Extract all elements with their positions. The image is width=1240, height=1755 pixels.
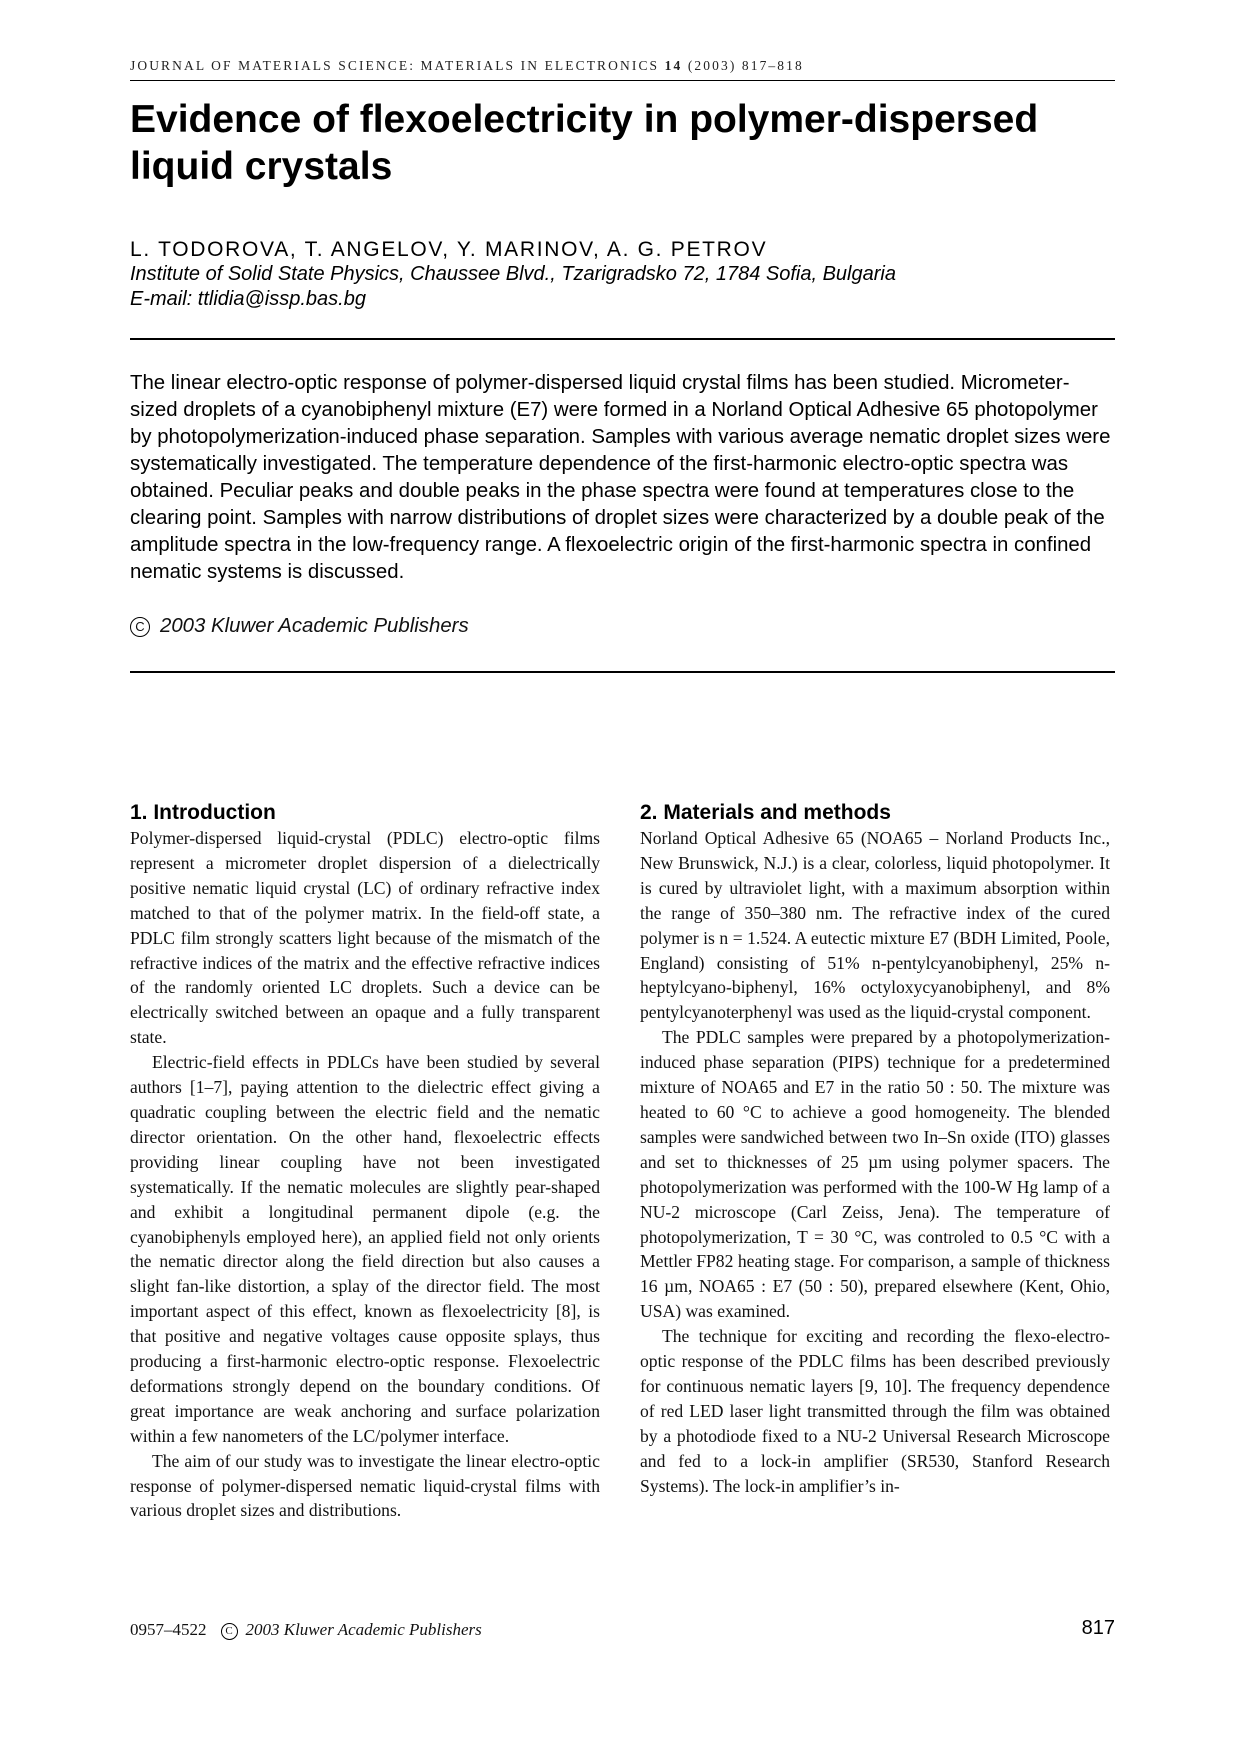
page-number: 817 xyxy=(1081,1617,1115,1639)
section-heading: 1. Introduction xyxy=(130,801,276,824)
affiliation-block xyxy=(130,262,1115,312)
section-paragraph: The aim of our study was to investigate the linear electro-optic response of polymer-dispersed nematic liquid-crystal films with various droplet sizes and distributions. xyxy=(130,1450,600,1521)
affiliation: Institute of Solid State Physics, Chaussee Blvd., Tzarigradsko 72, 1784 Sofia, Bulgaria xyxy=(130,263,896,285)
section-paragraph: Norland Optical Adhesive 65 (NOA65 – Norland Products Inc., New Brunswick, N.J.) is a clear, colorless, liquid photopolymer. It is cured by ultraviolet light, with a maximum absorption within the range of 350–380 nm. The refractive index of the cured polymer is n = 1.524. A eutectic mixture E7 (BDH Limited, Poole, England) consisting of 51% n-pentylcyanobiphenyl, 25% n-heptylcyano-biphenyl, 16% octyloxycyanobiphenyl, and 8% pentylcyanoterphenyl was used as the liquid-crystal component. xyxy=(640,828,1110,1023)
section-introduction xyxy=(130,800,600,1523)
copyright-icon: C xyxy=(221,1623,238,1640)
abstract-copyright-text: 2003 Kluwer Academic Publishers xyxy=(160,615,469,637)
author-list: L. TODOROVA, T. ANGELOV, Y. MARINOV, A. G. PETROV xyxy=(130,238,768,261)
journal-issue-pages: (2003) 817–818 xyxy=(682,58,804,73)
abstract-copyright xyxy=(130,613,1115,640)
footer-copyright: 2003 Kluwer Academic Publishers xyxy=(245,1620,482,1639)
abstract-bottom-rule xyxy=(130,671,1115,673)
journal-name: JOURNAL OF MATERIALS SCIENCE: MATERIALS IN ELECTRONICS xyxy=(130,58,665,73)
section-paragraph: The technique for exciting and recording the flexo-electro-optic response of the PDLC films has been described previously for continuous nematic layers [9, 10]. The frequency dependence of red LED laser light transmitted through the film was obtained by a photodiode fixed to a NU-2 Universal Research Microscope and fed to a lock-in amplifier (SR530, Stanford Research Systems). The lock-in amplifier’s in- xyxy=(640,1326,1110,1496)
abstract: The linear electro-optic response of polymer-dispersed liquid crystal films has been studied. Micrometer-sized droplets of a cyanobiphenyl mixture (E7) were formed in a Norland Optical Adhesive 65 photopolymer by photopolymerization-induced phase separation. Samples with various average nematic droplet sizes were systematically investigated. The temperature dependence of the first-harmonic electro-optic spectra was obtained. Peculiar peaks and double peaks in the phase spectra were found at temperatures close to the clearing point. Samples with narrow distributions of droplet sizes were characterized by a double peak of the amplitude spectra in the low-frequency range. A flexoelectric origin of the first-harmonic spectra in confined nematic systems is discussed. xyxy=(130,372,1111,583)
section-paragraph: Electric-field effects in PDLCs have been studied by several authors [1–7], paying attention to the dielectric effect giving a quadratic coupling between the electric field and the nematic director orientation. On the other hand, flexoelectric effects providing linear coupling have not been investigated systematically. If the nematic molecules are slightly pear-shaped and exhibit a longitudinal permanent dipole (e.g. the cyanobiphenyls employed here), an applied field not only orients the nematic director along the field direction but also causes a slight fan-like distortion, a splay of the director field. The most important aspect of this effect, known as flexoelectricity [8], is that positive and negative voltages cause opposite splays, thus producing a first-harmonic electro-optic response. Flexoelectric deformations strongly depend on the boundary conditions. Of great importance are weak anchoring and surface polarization within a few nanometers of the LC/polymer interface. xyxy=(130,1052,600,1446)
journal-volume: 14 xyxy=(664,58,683,73)
header-rule xyxy=(130,80,1115,81)
abstract-top-rule xyxy=(130,338,1115,340)
section-heading: 2. Materials and methods xyxy=(640,801,891,824)
article-title: Evidence of flexoelectricity in polymer-dispersed liquid crystals xyxy=(130,98,1039,188)
page-footer xyxy=(130,1620,482,1640)
issn: 0957–4522 xyxy=(130,1620,207,1639)
section-paragraph: The PDLC samples were prepared by a photopolymerization-induced phase separation (PIPS) technique for a predetermined mixture of NOA65 and E7 in the ratio 50 : 50. The mixture was heated to 60 °C to achieve a good homogeneity. The blended samples were sandwiched between two In–Sn oxide (ITO) glasses and set to thicknesses of 25 µm using polymer spacers. The photopolymerization was performed with the 100-W Hg lamp of a NU-2 microscope (Carl Zeiss, Jena). The temperature of photopolymerization, T = 30 °C, was controled to 0.5 °C with a Mettler FP82 heating stage. For comparison, a sample of thickness 16 µm, NOA65 : E7 (50 : 50), prepared elsewhere (Kent, Ohio, USA) was examined. xyxy=(640,1027,1110,1322)
author-email: E-mail: ttlidia@issp.bas.bg xyxy=(130,288,366,310)
copyright-icon: C xyxy=(130,617,150,637)
journal-running-header xyxy=(130,58,1110,74)
section-materials-methods xyxy=(640,800,1110,1498)
section-paragraph: Polymer-dispersed liquid-crystal (PDLC) electro-optic films represent a micrometer droplet dispersion of a dielectrically positive nematic liquid crystal (LC) of ordinary refractive index matched to that of the polymer matrix. In the field-off state, a PDLC film strongly scatters light because of the mismatch of the refractive indices of the matrix and the effective refractive indices of the randomly oriented LC droplets. Such a device can be electrically switched between an opaque and a fully transparent state. xyxy=(130,828,600,1048)
